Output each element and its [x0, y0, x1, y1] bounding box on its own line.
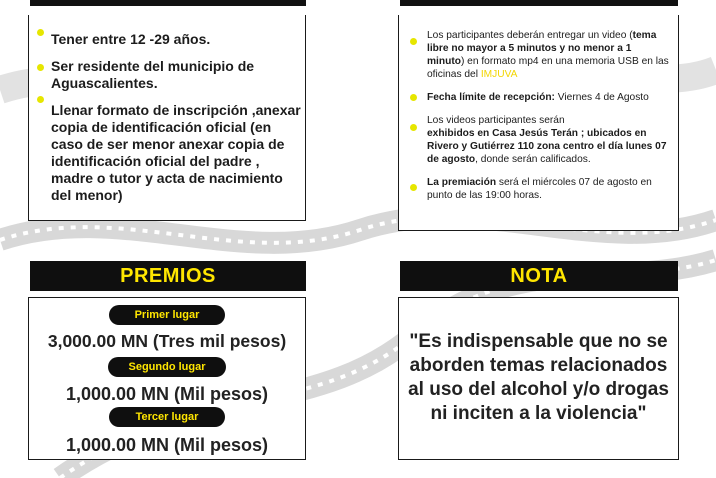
second-place-amount: 1,000.00 MN (Mil pesos) [65, 384, 269, 404]
bullet-icon [37, 64, 44, 71]
requirement-registration: Llenar formato de inscripción ,anexar copia de identificación oficial (en caso de ser menor anexar copia de identificación oficial del padre , madre o tutor y acta de nacimiento del menor) [51, 102, 301, 204]
requirement-residency: Ser residente del municipio de Aguascalientes. [51, 58, 301, 92]
condition-deadline: Fecha límite de recepción: Viernes 4 de Agosto [427, 91, 669, 104]
bullet-icon [37, 96, 44, 103]
note-line-3: al uso del alcohol y/o drogas [408, 379, 669, 400]
note-line-2: aborden temas relacionados [409, 355, 668, 376]
bullet-icon [410, 124, 417, 131]
prizes-box [28, 297, 306, 460]
prizes-heading: PREMIOS [30, 261, 306, 291]
condition-awards: La premiación será el miércoles 07 de agosto en punto de las 19:00 horas. [427, 176, 669, 202]
first-place-amount: 3,000.00 MN (Tres mil pesos) [47, 331, 287, 351]
note-line-4: ni inciten a la violencia" [430, 403, 647, 424]
left-top-bar [30, 0, 306, 6]
third-place-label: Tercer lugar [109, 407, 225, 427]
right-top-bar [400, 0, 678, 6]
bullet-icon [37, 29, 44, 36]
conditions-list [427, 29, 669, 202]
first-place-label: Primer lugar [109, 305, 225, 325]
note-box [398, 297, 679, 460]
condition-exhibition: Los videos participantes serán exhibidos en Casa Jesús Terán ; ubicados en Rivero y Gutiérrez 110 zona centro el día lunes 07 de agosto, donde serán calificados. [427, 114, 669, 166]
second-place-label: Segundo lugar [108, 357, 226, 377]
third-place-amount: 1,000.00 MN (Mil pesos) [65, 435, 269, 455]
requirements-box [28, 15, 306, 221]
bullet-icon [410, 184, 417, 191]
note-heading: NOTA [400, 261, 678, 291]
conditions-box [398, 15, 679, 231]
requirements-list [51, 31, 301, 204]
note-line-1: "Es indispensable que no se [409, 331, 668, 352]
bullet-icon [410, 38, 417, 45]
condition-video: Los participantes deberán entregar un video (tema libre no mayor a 5 minutos y no menor a 1 minuto) en formato mp4 en una memoria USB en las oficinas del IMJUVA [427, 29, 669, 81]
bullet-icon [410, 94, 417, 101]
requirement-age: Tener entre 12 -29 años. [51, 31, 301, 48]
